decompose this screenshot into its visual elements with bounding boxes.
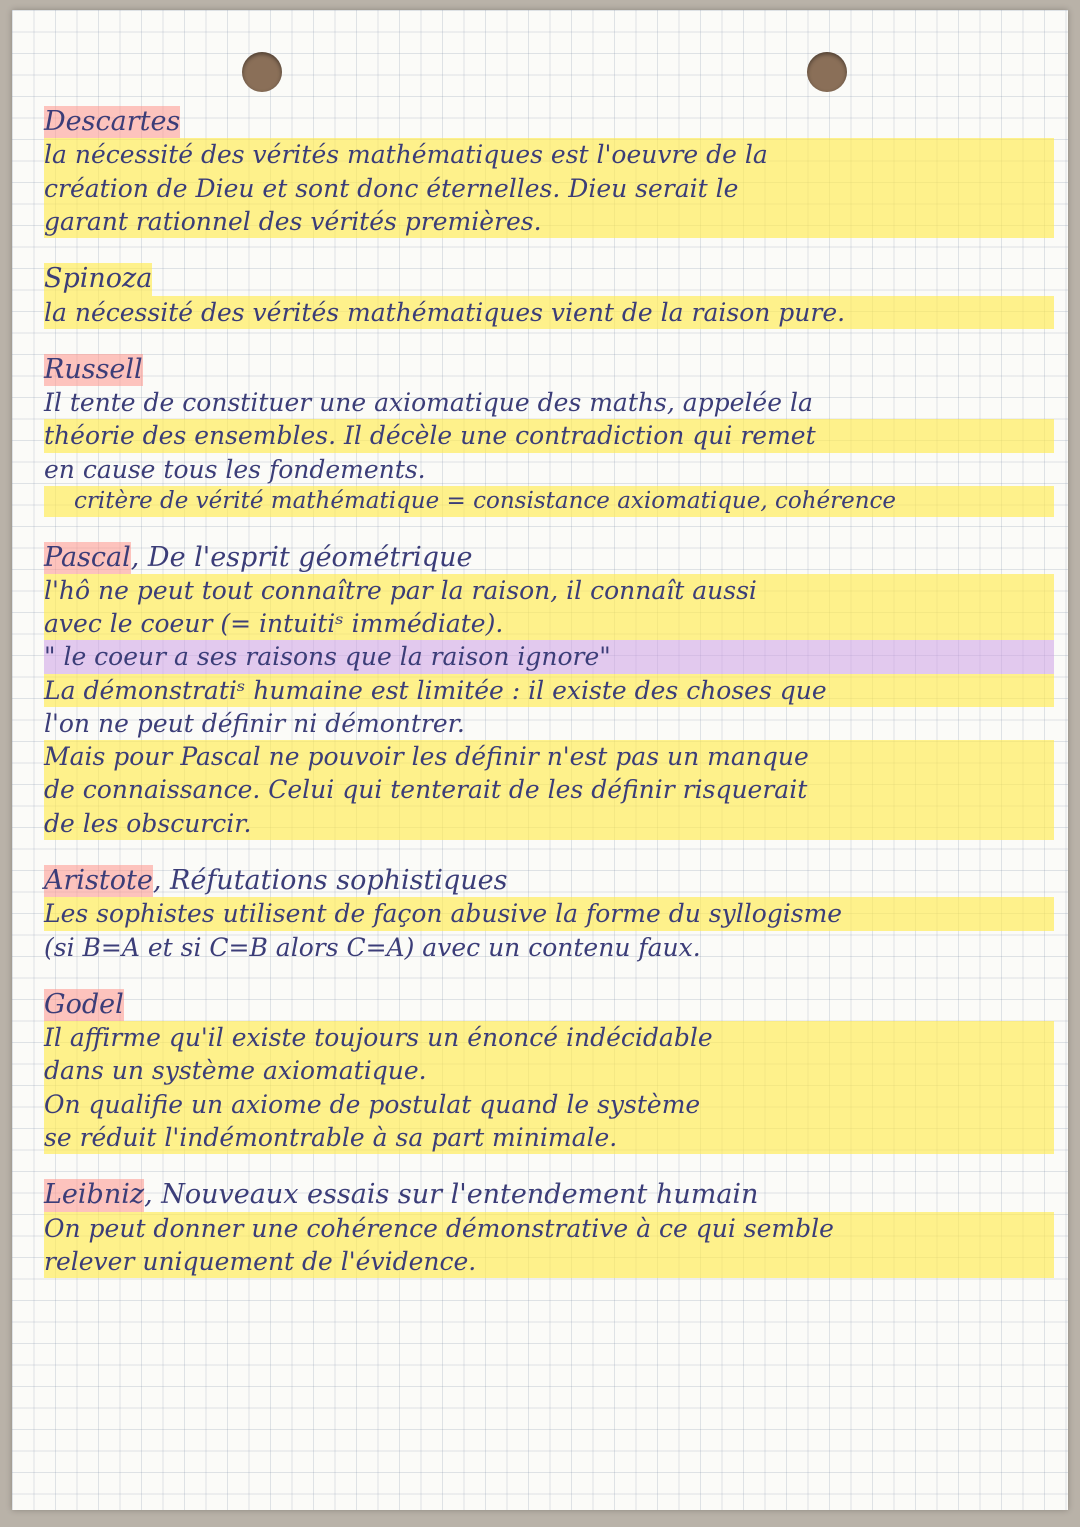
section-subtitle: , Réfutations sophistiques — [152, 864, 508, 896]
section-descartes — [44, 105, 1054, 238]
notes-body — [44, 105, 1054, 1302]
notebook-page — [12, 10, 1068, 1510]
section-spinoza — [44, 262, 1054, 329]
section-aristote — [44, 864, 1054, 964]
note-line: On qualifie un axiome de postulat quand le système — [44, 1088, 1054, 1121]
note-line: Mais pour Pascal ne pouvoir les définir n'est pas un manque — [44, 740, 1054, 773]
punch-hole-left — [242, 52, 282, 92]
note-line: la nécessité des vérités mathématiques vient de la raison pure. — [44, 296, 1054, 329]
note-line: critère de vérité mathématique = consistance axiomatique, cohérence — [44, 486, 1054, 517]
section-russell — [44, 353, 1054, 517]
section-subtitle: , De l'esprit géométrique — [130, 541, 473, 573]
note-line: se réduit l'indémontrable à sa part minimale. — [44, 1121, 1054, 1154]
note-line: théorie des ensembles. Il décèle une contradiction qui remet — [44, 419, 1054, 452]
note-line: de connaissance. Celui qui tenterait de les définir risquerait — [44, 773, 1054, 806]
note-line: de les obscurcir. — [44, 807, 1054, 840]
note-line: Il tente de constituer une axiomatique des maths, appelée la — [44, 388, 813, 418]
section-heading: Descartes — [44, 106, 181, 137]
note-line: la nécessité des vérités mathématiques est l'oeuvre de la — [44, 138, 1054, 171]
section-pascal — [44, 541, 1054, 840]
note-line: " le coeur a ses raisons que la raison ignore" — [44, 640, 1054, 673]
note-line: l'on ne peut définir ni démontrer. — [44, 708, 465, 738]
note-line: en cause tous les fondements. — [44, 454, 426, 484]
note-line: avec le coeur (= intuitiˢ immédiate). — [44, 607, 1054, 640]
section-heading: Godel — [44, 988, 124, 1020]
note-line: l'hô ne peut tout connaître par la raison, il connaît aussi — [44, 574, 1054, 607]
note-line: La démonstratiˢ humaine est limitée : il existe des choses que — [44, 674, 1054, 707]
section-subtitle: , Nouveaux essais sur l'entendement humain — [144, 1179, 759, 1211]
section-godel — [44, 988, 1054, 1154]
note-line: On peut donner une cohérence démonstrative à ce qui semble — [44, 1212, 1054, 1245]
section-leibniz — [44, 1178, 1054, 1278]
note-line: (si B=A et si C=B alors C=A) avec un contenu faux. — [44, 932, 701, 962]
note-line: Les sophistes utilisent de façon abusive la forme du syllogisme — [44, 897, 1054, 930]
section-heading: Leibniz — [44, 1179, 145, 1211]
section-heading: Spinoza — [44, 263, 153, 295]
note-line: création de Dieu et sont donc éternelles. Dieu serait le — [44, 172, 1054, 205]
punch-hole-right — [807, 52, 847, 92]
section-heading: Russell — [44, 353, 143, 385]
section-heading: Aristote — [44, 864, 153, 896]
note-line: dans un système axiomatique. — [44, 1054, 1054, 1087]
note-line: Il affirme qu'il existe toujours un énoncé indécidable — [44, 1021, 1054, 1054]
note-line: relever uniquement de l'évidence. — [44, 1245, 1054, 1278]
note-line: garant rationnel des vérités premières. — [44, 205, 1054, 238]
section-heading: Pascal — [44, 541, 131, 573]
